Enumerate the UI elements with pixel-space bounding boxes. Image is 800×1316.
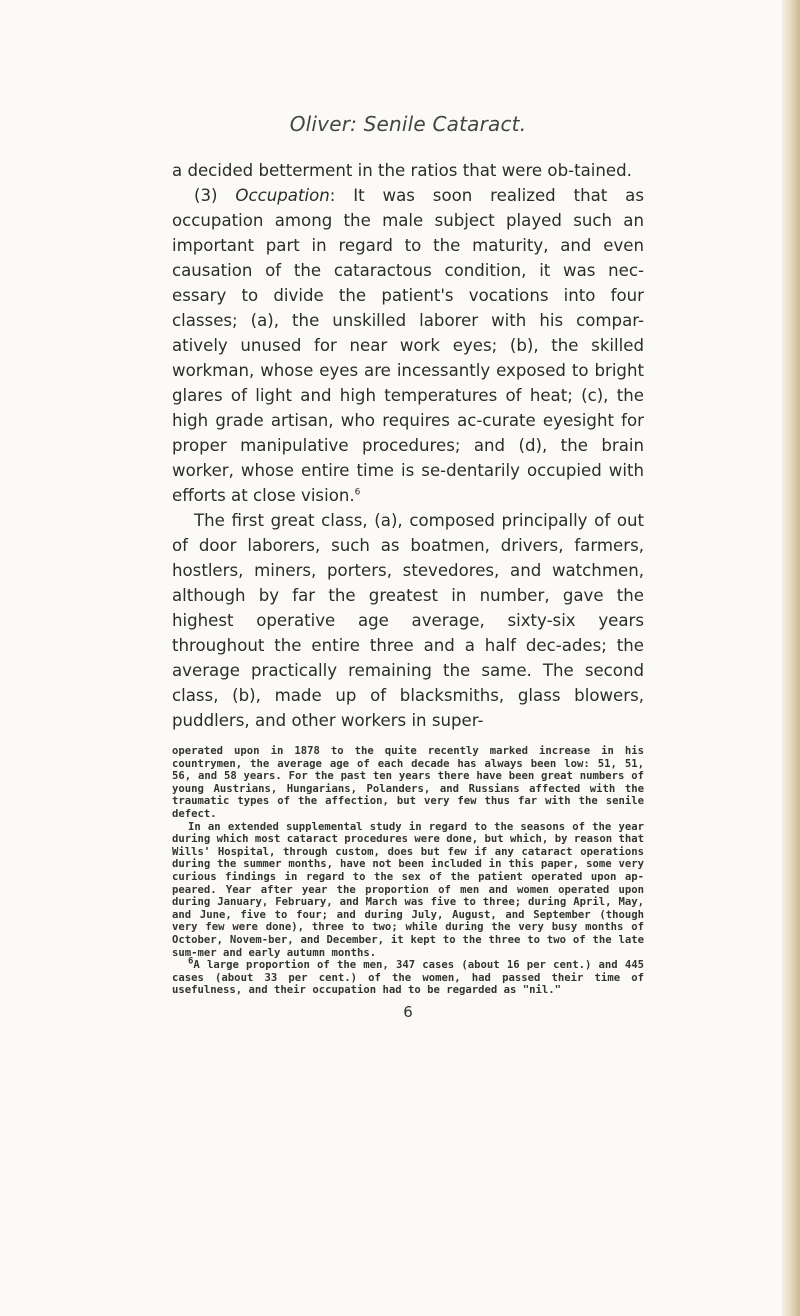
section-number: (3) — [194, 186, 218, 205]
footnotes — [172, 745, 644, 997]
footnote-marker: 6 — [188, 956, 194, 967]
section-title: Occupation — [235, 186, 330, 205]
footnote-seasons: In an extended supplemental study in regard to the seasons of the year during which most cataract procedures were done, but which, by reason that Wills' Hospital, through custom, does but few if any cataract operations during the summer months, have not been included in this paper, some very curious findings in regard to the sex of the patient operated upon ap-peared. Year after year the proportion of men and women operated upon during January, February, and March was five to three; during April, May, and June, five to four; and during July, August, and September (though very few were done), three to two; while during the very busy months of October, Novem-ber, and December, it kept to the three to two of the late sum-mer and early autumn months. — [172, 820, 644, 959]
page-number: 6 — [403, 1002, 413, 1021]
footnote-occupation-text: A large proportion of the men, 347 cases (about 16 per cent.) and 445 cases (about 33 per cent.) of the women, had passed their time of usefulness, and their occupation had to be regarded as "nil." — [172, 959, 644, 997]
running-head: Oliver: Senile Cataract. — [289, 112, 527, 136]
body-text — [172, 158, 644, 733]
paragraph-occupation — [172, 183, 644, 508]
paragraph-continuation: a decided betterment in the ratios that were ob-tained. — [172, 161, 632, 180]
footnote-ref: 6 — [354, 487, 361, 498]
footnote-occupation — [172, 956, 644, 997]
page — [172, 112, 644, 1021]
section-text: : It was soon realized that as occupation among the male subject played such an important part in regard to the maturity, and even causation of the cataractous condition, it was nec-essary to divide the patient's vocations into four classes; (a), the unskilled laborer with his compar-atively unused for near work eyes; (b), the skilled workman, whose eyes are incessantly exposed to bright glares of light and high temperatures of heat; (c), the high grade artisan, who requires ac-curate eyesight for proper manipulative procedures; and (d), the brain worker, whose entire time is se-dentarily occupied with efforts at close vision. — [172, 186, 644, 505]
footnote-continuation: operated upon in 1878 to the quite recently marked increase in his countrymen, the average age of each decade has always been low: 51, 51, 56, and 58 years. For the past ten years there have been great numbers of young Austrians, Hungarians, Polanders, and Russians affected with the traumatic types of the affection, but very few thus far with the senile defect. — [172, 745, 644, 820]
page-edge-shadow — [782, 0, 800, 1316]
paragraph-first-class: The first great class, (a), composed principally of out of door laborers, such as boatmen, drivers, farmers, hostlers, miners, porters, stevedores, and watchmen, although by far the greatest in number, gave the highest operative age average, sixty-six years throughout the entire three and a half dec-ades; the average practically remaining the same. The second class, (b), made up of blacksmiths, glass blowers, puddlers, and other workers in super- — [172, 511, 644, 730]
